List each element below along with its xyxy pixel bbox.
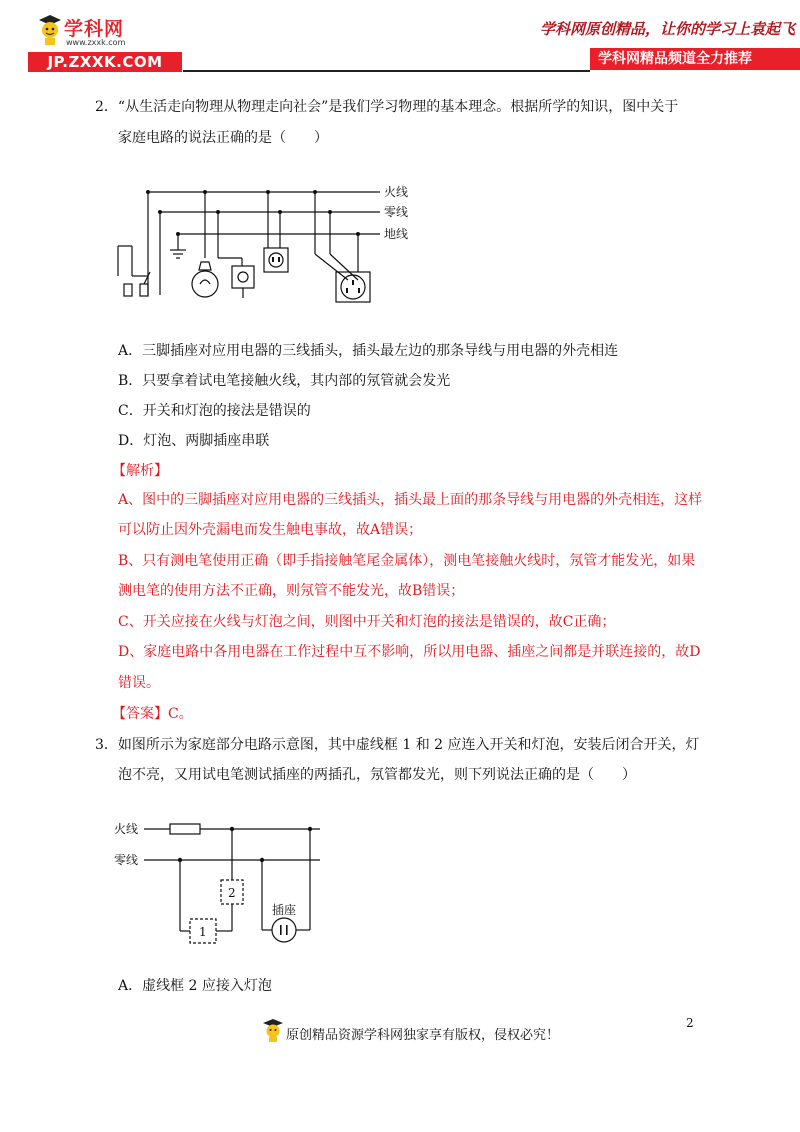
mascot-icon <box>37 12 63 46</box>
q2-live-wire-label: 火线 <box>384 185 409 199</box>
q2-option-b: B．只要拿着试电笔接触火线，其内部的氖管就会发光 <box>118 373 451 389</box>
header-slogan-bar: 学科网精品频道全力推荐 <box>590 48 800 70</box>
mascot-icon <box>262 1017 284 1043</box>
q3-stem-line1: 3．如图所示为家庭部分电路示意图，其中虚线框 1 和 2 应连入开关和灯泡，安装后闭合开关，灯 <box>95 737 700 753</box>
header-rule <box>183 70 590 72</box>
q2-option-c: C．开关和灯泡的接法是错误的 <box>118 403 311 419</box>
page-header <box>0 0 800 80</box>
q2-circuit-diagram <box>110 180 440 320</box>
q2-stem-line1: 2．“从生活走向物理从物理走向社会”是我们学习物理的基本理念。根据所学的知识，图中关于 <box>95 99 679 115</box>
q2-option-d: D．灯泡、两脚插座串联 <box>118 433 270 449</box>
q3-live-wire-label: 火线 <box>114 822 139 836</box>
header-slogan: 学科网原创精品，让你的学习上袁起飞 <box>540 20 796 38</box>
q2-analysis-line: B、只有测电笔使用正确（即手指接触笔尾金属体），测电笔接触火线时，氖管才能发光，如果 <box>118 553 696 569</box>
logo-url: www.zxxk.com <box>66 38 126 47</box>
q3-circuit-diagram <box>110 812 325 947</box>
logo-text: 学科网 <box>64 18 125 40</box>
q2-analysis-line: D、家庭电路中各用电器在工作过程中互不影响，所以用电器、插座之间都是并联连接的，故D <box>118 644 701 660</box>
q2-option-a: A．三脚插座对应用电器的三线插头，插头最左边的那条导线与用电器的外壳相连 <box>118 343 619 359</box>
q3-option-a: A．虚线框 2 应接入灯泡 <box>118 978 272 994</box>
q3-box-2-label: 2 <box>228 886 236 900</box>
q2-analysis-line: 错误。 <box>118 675 160 691</box>
logo-bar: JP.ZXXK.COM <box>28 52 182 72</box>
q3-neutral-wire-label: 零线 <box>114 853 139 867</box>
q3-box-1-label: 1 <box>199 925 207 939</box>
q2-neutral-wire-label: 零线 <box>384 205 409 219</box>
q2-ground-wire-label: 地线 <box>384 227 409 241</box>
q2-analysis-line: 测电笔的使用方法不正确，则氖管不能发光，故B错误； <box>118 583 465 599</box>
footer-copyright: 原创精品资源学科网独家享有版权，侵权必究！ <box>286 1028 560 1043</box>
page-number: 2 <box>686 1016 694 1030</box>
q2-stem-line2: 家庭电路的说法正确的是（ ） <box>118 130 328 146</box>
q2-analysis-line: A、图中的三脚插座对应用电器的三线插头，插头最上面的那条导线与用电器的外壳相连，这样 <box>118 492 703 508</box>
q3-stem-line2: 泡不亮，又用试电笔测试插座的两插孔，氖管都发光，则下列说法正确的是（ ） <box>118 767 636 783</box>
q3-socket-label: 插座 <box>272 903 297 917</box>
q2-analysis-line: C、开关应接在火线与灯泡之间，则图中开关和灯泡的接法是错误的，故C正确； <box>118 614 616 630</box>
q2-answer: 【答案】C。 <box>112 706 193 722</box>
q2-analysis-title: 【解析】 <box>112 463 168 479</box>
q2-analysis-line: 可以防止因外壳漏电而发生触电事故，故A错误； <box>118 522 423 538</box>
